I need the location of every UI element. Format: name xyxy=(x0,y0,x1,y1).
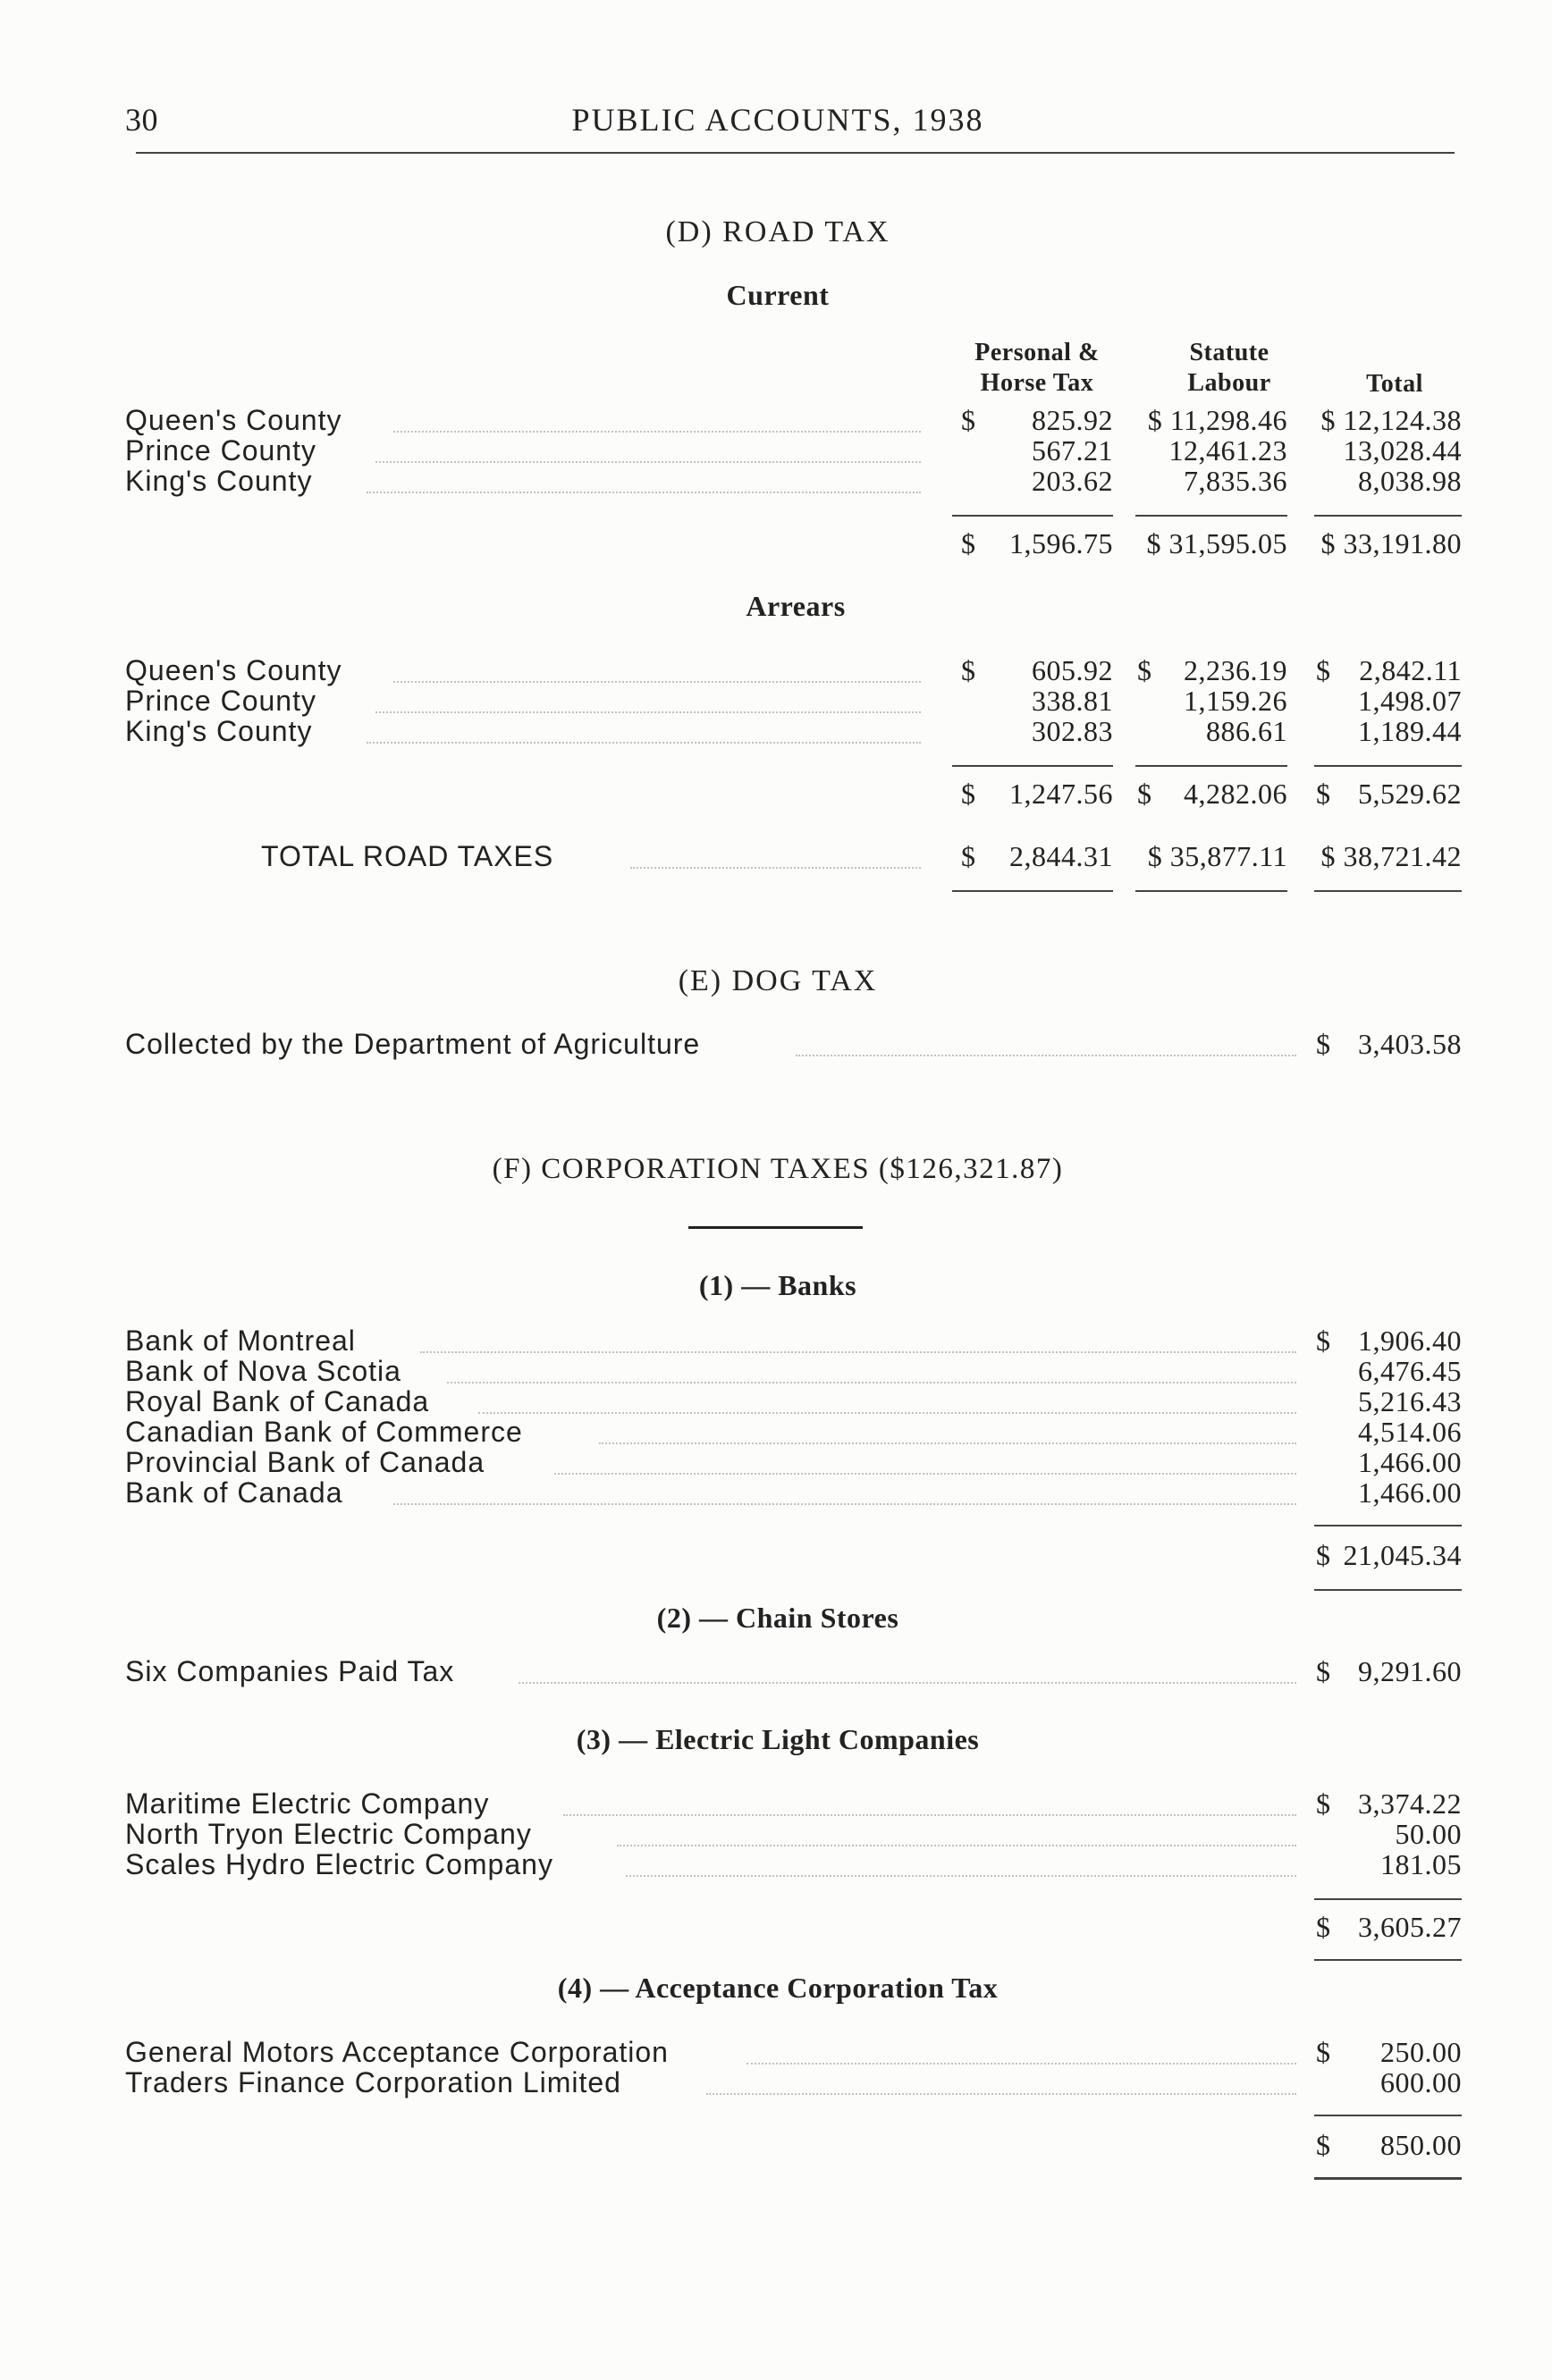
dollar-sign: $ xyxy=(961,404,976,436)
dot-leader xyxy=(554,1473,1296,1475)
row-label: Royal Bank of Canada xyxy=(125,1385,430,1417)
row-label: Bank of Nova Scotia xyxy=(125,1355,401,1387)
dot-leader xyxy=(393,431,921,433)
dollar-sign: $ xyxy=(1316,2036,1331,2068)
statute-value: 7,835.36 xyxy=(1184,465,1287,497)
row-label: Provincial Bank of Canada xyxy=(125,1446,485,1478)
amount-value: 250.00 xyxy=(1380,2036,1462,2068)
personal-value: 567.21 xyxy=(1032,434,1113,467)
dollar-sign: $ xyxy=(1316,654,1331,686)
statute-value: 886.61 xyxy=(1206,715,1287,747)
row-label: Bank of Montreal xyxy=(125,1325,356,1357)
dollar-sign: $ xyxy=(1137,654,1152,686)
personal-value: 1,247.56 xyxy=(1009,778,1113,810)
acceptance-heading: (4) — Acceptance Corporation Tax xyxy=(557,1972,999,2004)
amount-value: 600.00 xyxy=(1380,2066,1462,2098)
subtotal-rule xyxy=(1135,515,1287,517)
row-label: Prince County xyxy=(125,685,316,717)
dollar-sign: $ xyxy=(1316,778,1331,810)
personal-value: 825.92 xyxy=(1032,404,1113,436)
total-value: $ 33,191.80 xyxy=(1320,527,1462,559)
total-value: 1,498.07 xyxy=(1358,685,1462,717)
dollar-sign: $ xyxy=(961,527,976,559)
statute-value: $ 31,595.05 xyxy=(1146,527,1287,559)
total-underline xyxy=(1135,890,1287,892)
amount-value: 1,466.00 xyxy=(1358,1446,1462,1478)
col-header-total: Total xyxy=(1366,370,1423,398)
amount-value: 3,374.22 xyxy=(1358,1787,1462,1820)
statute-value: $ 11,298.46 xyxy=(1147,404,1287,436)
personal-value: 302.83 xyxy=(1032,715,1113,747)
dot-leader xyxy=(393,1503,1296,1505)
dot-leader xyxy=(375,711,921,713)
dollar-sign: $ xyxy=(1316,1911,1331,1943)
subtotal-rule xyxy=(1314,1525,1462,1526)
amount-value: 181.05 xyxy=(1380,1848,1462,1880)
amount-value: 1,906.40 xyxy=(1358,1325,1462,1357)
row-label: Canadian Bank of Commerce xyxy=(125,1416,523,1448)
dollar-sign: $ xyxy=(1316,2129,1331,2161)
dot-leader xyxy=(420,1351,1296,1353)
amount-value: 50.00 xyxy=(1395,1818,1462,1850)
dot-leader xyxy=(617,1845,1296,1846)
row-label: Traders Finance Corporation Limited xyxy=(125,2066,621,2098)
dot-leader xyxy=(626,1875,1296,1877)
total-value: $ 12,124.38 xyxy=(1320,404,1462,436)
row-label: Scales Hydro Electric Company xyxy=(125,1848,553,1880)
road-tax-heading: (D) ROAD TAX xyxy=(665,215,890,248)
subtotal-rule xyxy=(1314,1898,1462,1900)
total-value: 5,529.62 xyxy=(1358,778,1462,810)
col-header-personal: Personal & Horse Tax xyxy=(974,339,1100,397)
personal-value: 338.81 xyxy=(1032,685,1113,717)
subtotal-rule xyxy=(1314,515,1462,517)
header-rule xyxy=(136,152,1455,154)
row-label: North Tryon Electric Company xyxy=(125,1818,532,1850)
dog-tax-heading: (E) DOG TAX xyxy=(678,964,878,997)
statute-value: 1,159.26 xyxy=(1184,685,1287,717)
personal-value: 605.92 xyxy=(1032,654,1113,686)
amount-value: 5,216.43 xyxy=(1358,1385,1462,1417)
dot-leader xyxy=(630,867,921,869)
amount-value: 21,045.34 xyxy=(1343,1539,1462,1571)
col-header-statute: Statute Labour xyxy=(1187,339,1271,397)
dot-leader xyxy=(367,492,921,493)
total-underline xyxy=(1314,1959,1462,1961)
row-label: Prince County xyxy=(125,434,316,467)
dot-leader xyxy=(599,1442,1296,1444)
total-underline xyxy=(952,890,1113,892)
page-title: PUBLIC ACCOUNTS, 1938 xyxy=(571,102,984,138)
subtotal-rule xyxy=(1135,765,1287,767)
statute-value: 4,282.06 xyxy=(1184,778,1287,810)
grand-total-label: TOTAL ROAD TAXES xyxy=(261,840,554,872)
dollar-sign: $ xyxy=(961,654,976,686)
dot-leader xyxy=(796,1055,1296,1056)
amount-value: 6,476.45 xyxy=(1358,1355,1462,1387)
subtotal-rule xyxy=(952,515,1113,517)
current-subheading: Current xyxy=(726,279,830,311)
page-number: 30 xyxy=(125,102,158,138)
dollar-sign: $ xyxy=(1316,1787,1331,1820)
corporation-taxes-heading: (F) CORPORATION TAXES ($126,321.87) xyxy=(492,1153,1064,1185)
row-label: Queen's County xyxy=(125,654,342,686)
dollar-sign: $ xyxy=(1316,1539,1331,1571)
banks-heading: (1) — Banks xyxy=(698,1269,857,1301)
dot-leader xyxy=(519,1682,1296,1684)
dot-leader xyxy=(447,1382,1296,1383)
dollar-sign: $ xyxy=(1137,778,1152,810)
total-underline xyxy=(1314,1589,1462,1591)
row-label: King's County xyxy=(125,465,313,497)
dollar-sign: $ xyxy=(1316,1028,1331,1060)
dollar-sign: $ xyxy=(961,840,976,872)
row-label: Maritime Electric Company xyxy=(125,1787,490,1820)
dollar-sign: $ xyxy=(1316,1655,1331,1687)
total-value: 1,189.44 xyxy=(1358,715,1462,747)
arrears-subheading: Arrears xyxy=(746,590,846,622)
personal-value: 1,596.75 xyxy=(1009,527,1113,559)
dollar-sign: $ xyxy=(961,778,976,810)
total-value: 13,028.44 xyxy=(1343,434,1462,467)
row-label: Bank of Canada xyxy=(125,1476,343,1509)
dot-leader xyxy=(563,1814,1296,1816)
statute-value: 2,236.19 xyxy=(1184,654,1287,686)
total-value: $ 38,721.42 xyxy=(1320,840,1462,872)
chain-stores-heading: (2) — Chain Stores xyxy=(656,1602,899,1634)
dot-leader xyxy=(746,2063,1296,2065)
dot-leader xyxy=(478,1412,1296,1414)
amount-value: 3,605.27 xyxy=(1358,1911,1462,1943)
total-underline xyxy=(1314,890,1462,892)
subtotal-rule xyxy=(1314,765,1462,767)
electric-heading: (3) — Electric Light Companies xyxy=(576,1723,980,1755)
personal-value: 203.62 xyxy=(1032,465,1113,497)
amount-value: 850.00 xyxy=(1380,2129,1462,2161)
row-label: Six Companies Paid Tax xyxy=(125,1655,455,1687)
dot-leader xyxy=(393,681,921,683)
personal-value: 2,844.31 xyxy=(1009,840,1113,872)
row-label: King's County xyxy=(125,715,313,747)
dot-leader xyxy=(706,2093,1296,2095)
subtotal-rule xyxy=(952,765,1113,767)
row-label: Queen's County xyxy=(125,404,342,436)
row-label: General Motors Acceptance Corporation xyxy=(125,2036,669,2068)
statute-value: $ 35,877.11 xyxy=(1147,840,1287,872)
row-label: Collected by the Department of Agriculture xyxy=(125,1028,701,1060)
total-value: 2,842.11 xyxy=(1359,654,1462,686)
amount-value: 3,403.58 xyxy=(1358,1028,1462,1060)
section-rule xyxy=(688,1226,863,1229)
total-value: 8,038.98 xyxy=(1358,465,1462,497)
dot-leader xyxy=(375,461,921,463)
statute-value: 12,461.23 xyxy=(1168,434,1287,467)
dollar-sign: $ xyxy=(1316,1325,1331,1357)
amount-value: 1,466.00 xyxy=(1358,1476,1462,1509)
amount-value: 4,514.06 xyxy=(1358,1416,1462,1448)
dot-leader xyxy=(367,742,921,744)
subtotal-rule xyxy=(1314,2115,1462,2116)
total-underline xyxy=(1314,2177,1462,2180)
amount-value: 9,291.60 xyxy=(1358,1655,1462,1687)
